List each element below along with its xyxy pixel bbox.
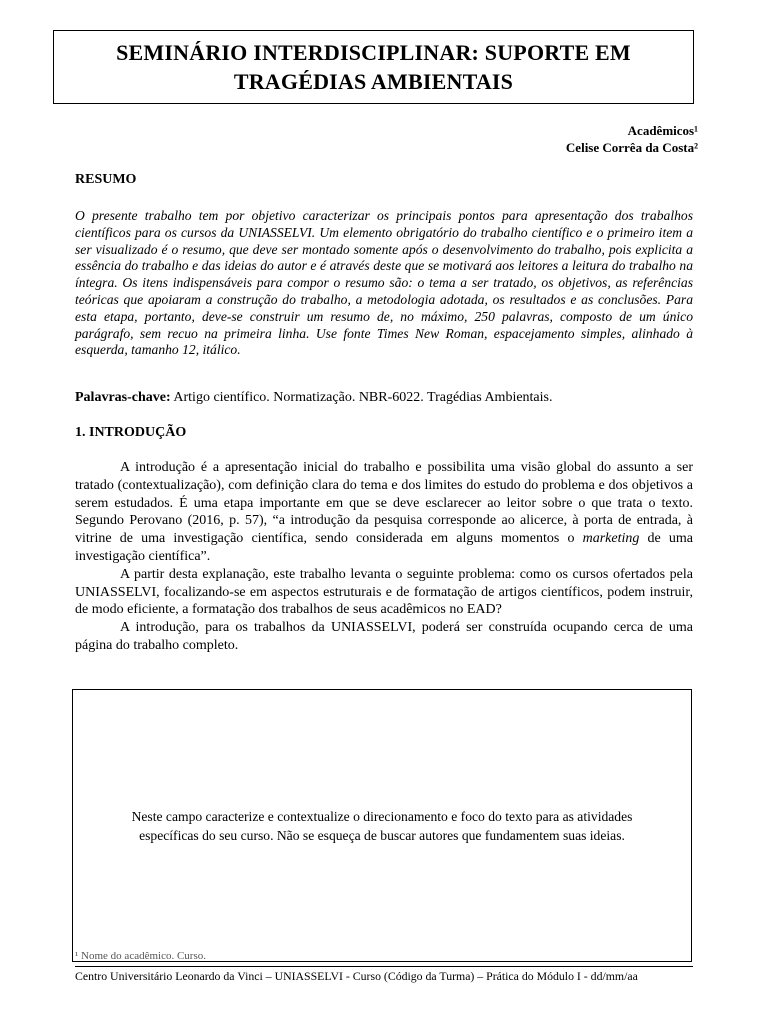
page-footer: Centro Universitário Leonardo da Vinci – UNIASSELVI - Curso (Código da Turma) – Prática do Módulo I - dd/mm/aa [75,969,638,983]
title-line-2: TRAGÉDIAS AMBIENTAIS [233,69,514,94]
intro-paragraph-3: A introdução, para os trabalhos da UNIASSELVI, poderá ser construída ocupando cerca de uma página do trabalho completo. [75,620,693,653]
academicos-label: Acadêmicos¹ [627,123,698,138]
introducao-heading: 1. INTRODUÇÃO [75,425,187,440]
resumo-heading: RESUMO [75,172,137,187]
intro-paragraph-2: A partir desta explanação, este trabalho levanta o seguinte problema: como os cursos ofertados pela UNIASSELVI, focalizando-se em aspectos estruturais e de formatação de artigos científicos, podem instruir, de modo eficiente, a formatação dos trabalhos de seus acadêmicos no EAD? [75,566,693,618]
title-box [53,30,694,104]
authors-block [566,122,698,156]
intro-p1-italic: marketing [582,531,640,547]
footnote-partial [75,950,255,963]
keywords-label: Palavras-chave: [75,390,171,405]
title-line-1: SEMINÁRIO INTERDISCIPLINAR: SUPORTE EM [116,40,631,65]
tutor-name: Celise Corrêa da Costa² [565,140,698,155]
page-title [116,38,631,96]
keywords-line [75,390,693,406]
intro-p1-text: A introdução é a apresentação inicial do trabalho e possibilita uma visão global do assunto a ser tratado (contextualização), com definição clara do tema e dos limites do estudo do problema e dos objetivos a serem estudados. É uma etapa importante em que se deve esclarecer ao leitor sobre o que trata o texto. Segundo Perovano (2016, p. 57), “a introdução da pesquisa corresponde ao alicerce, à porta de entrada, à vitrine de uma investigação científica, sendo considerada em alguns momentos o [75,460,693,547]
keywords-text: Artigo científico. Normatização. NBR-6022. Tragédias Ambientais. [173,390,553,405]
resumo-text: O presente trabalho tem por objetivo caracterizar os principais pontos para apresentação dos trabalhos científicos para os cursos da UNIASSELVI. Um elemento obrigatório do trabalho científico e o primeiro item a ser visualizado é o resumo, que deve ser montado somente após o desenvolvimento do trabalho, pois explicita a essência do trabalho e das ideias do autor e é através deste que se motivará aos leitores a leitura do trabalho na íntegra. Os itens indispensáveis para compor o resumo são: o tema a ser tratado, os objetivos, as referências teóricas que apoiaram a construção do trabalho, a metodologia adotada, os resultados e as conclusões. Para esta etapa, portanto, deve-se construir um resumo de, no máximo, 250 palavras, composto de um único parágrafo, sem recuo na primeira linha. Use fonte Times New Roman, espacejamento simples, alinhado à esquerda, tamanho 12, itálico. [75,208,693,358]
instruction-text: Neste campo caracterize e contextualize o direcionamento e foco do texto para as atividades específicas do seu curso. Não se esqueça de buscar autores que fundamentem suas ideias. [131,808,633,843]
intro-paragraph-1 [75,459,693,566]
footer-divider [75,966,693,967]
intro-p1-end: de uma investigação científica”. [75,531,693,564]
instruction-box [72,689,692,962]
footnote-partial-text: ¹ Nome do acadêmico. Curso. [75,950,206,962]
introducao-body [75,459,693,655]
